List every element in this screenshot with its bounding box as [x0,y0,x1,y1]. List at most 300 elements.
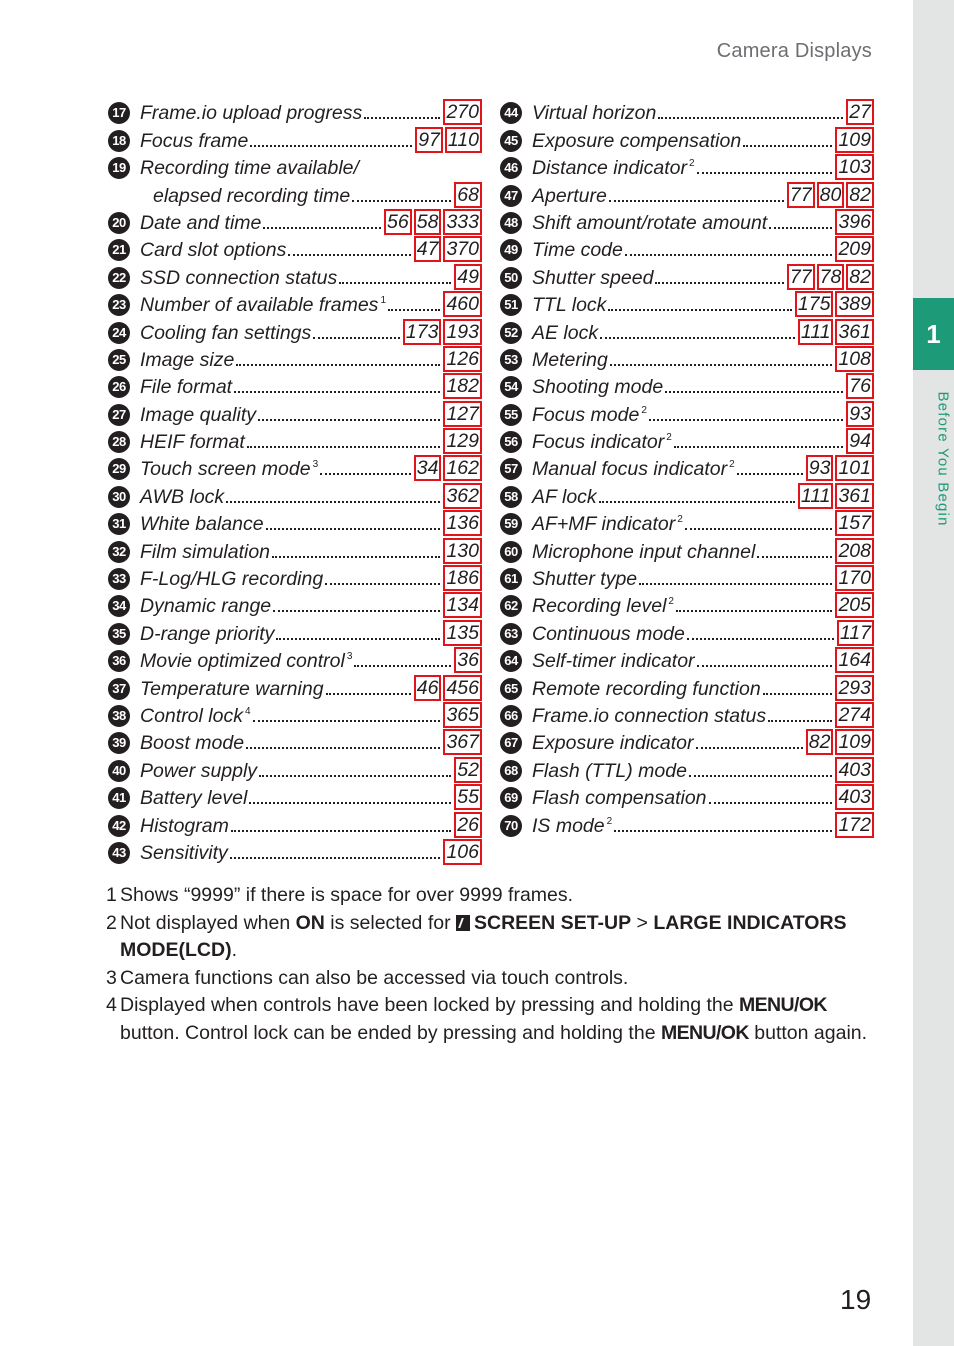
page-link[interactable]: 135 [443,620,482,646]
entry-number: 59 [500,513,522,535]
page-link[interactable]: 80 [817,182,845,208]
page-links [785,264,874,290]
dot-leader [326,693,411,695]
page-link[interactable]: 111 [798,483,834,509]
page-links [835,620,874,646]
dot-leader [259,775,451,777]
entry-number: 39 [108,732,130,754]
circled-number-icon [498,266,524,290]
entry-label-text: Shift amount/rotate amount [532,211,768,234]
index-entry [498,290,874,317]
page-links [412,675,482,701]
page-link[interactable]: 101 [835,455,874,481]
page-link[interactable]: 93 [806,455,834,481]
page-link[interactable]: 27 [846,99,874,125]
page-links [412,455,482,481]
index-entry [106,345,482,372]
entry-label [140,129,248,153]
entry-number: 38 [108,705,130,727]
entry-label-text: Focus frame [140,129,249,152]
page-link[interactable]: 460 [443,291,482,317]
dot-leader [246,747,440,749]
page-links [441,729,482,755]
page-link[interactable]: 56 [384,209,412,235]
entry-label-text: AWB lock [140,485,225,508]
circled-number-icon [106,567,132,591]
entry-number: 36 [108,650,130,672]
index-entry [106,509,482,536]
entry-label [140,321,311,345]
page-link[interactable]: 164 [835,647,874,673]
entry-label-text: AF+MF indicator [532,513,676,536]
entry-label [140,512,264,536]
entry-number: 29 [108,458,130,480]
entry-label-text: Shutter type [532,568,638,591]
index-entry [106,454,482,481]
entry-label [140,540,270,564]
page-link[interactable]: 49 [454,264,482,290]
entry-label [140,567,323,591]
entry-label [140,485,224,509]
dot-leader [655,282,783,284]
entry-number: 65 [500,678,522,700]
page-link[interactable]: 117 [837,620,874,646]
entry-label-text: Metering [532,348,608,371]
dot-leader [769,227,832,229]
entry-label-text: Continuous mode [532,622,685,645]
index-entry [106,838,482,865]
page-links [844,428,874,454]
page-link[interactable]: 274 [835,702,874,728]
page-link[interactable]: 127 [443,401,482,427]
page-link[interactable]: 193 [443,319,482,345]
page-links [412,236,482,262]
circled-number-icon [498,512,524,536]
page-link[interactable]: 103 [835,154,874,180]
index-entry [498,564,874,591]
entry-number: 23 [108,294,130,316]
page-link[interactable]: 389 [835,291,874,317]
index-entry [106,235,482,262]
chapter-number-tab[interactable]: 1 [913,298,954,370]
entry-number: 49 [500,239,522,261]
dot-leader [325,583,440,585]
page-link[interactable]: 367 [443,729,482,755]
entry-label [532,152,695,180]
index-entry [498,180,874,207]
page-links [796,483,874,509]
entry-label-text: Dynamic range [140,595,272,618]
entry-number: 47 [500,185,522,207]
entry-number: 42 [108,815,130,837]
page-link[interactable]: 361 [835,319,874,345]
page-link[interactable]: 129 [443,428,482,454]
page-link[interactable]: 361 [835,483,874,509]
page-link[interactable]: 270 [443,99,482,125]
dot-leader [768,720,832,722]
entry-number: 67 [500,732,522,754]
index-entry [106,728,482,755]
circled-number-icon [106,101,132,125]
dot-leader [599,501,795,503]
entry-label [140,786,247,810]
dot-leader [676,610,832,612]
entry-label-text: Cooling fan settings [140,321,312,344]
entry-number: 30 [108,486,130,508]
dot-leader [249,802,451,804]
entry-number: 43 [108,842,130,864]
index-entry [106,810,482,837]
footnote-text [120,910,886,965]
page-links [793,291,874,317]
entry-number: 37 [108,678,130,700]
page-links [441,592,482,618]
page-link[interactable]: 109 [835,729,874,755]
circled-number-icon [498,786,524,810]
entry-number: 35 [108,623,130,645]
footnote-ref: 2 [666,432,672,444]
footnote-1 [106,882,886,910]
index-entry [498,262,874,289]
entry-number: 45 [500,130,522,152]
page-link[interactable]: 333 [443,209,482,235]
page-link[interactable]: 78 [817,264,845,290]
entry-label-text: D-range priority [140,622,275,645]
page-number: 19 [840,1284,872,1315]
page-links [441,565,482,591]
index-entry [498,618,874,645]
index-entry [498,399,874,426]
entry-label [532,508,683,536]
dot-leader [685,528,833,530]
circled-number-icon [498,540,524,564]
entry-number: 64 [500,650,522,672]
index-entry [498,755,874,782]
page-link[interactable]: 186 [443,565,482,591]
page-link[interactable]: 403 [835,757,874,783]
page-links [844,401,874,427]
entry-number: 28 [108,431,130,453]
entry-label-text: White balance [140,513,264,536]
chapter-title: Before You Begin [934,391,952,527]
page-link[interactable]: 36 [454,647,482,673]
page-link[interactable]: 82 [846,264,874,290]
dot-leader [600,337,795,339]
entry-label [140,101,362,125]
entry-number: 19 [108,157,130,179]
page-link[interactable]: 106 [443,839,482,865]
circled-number-icon [106,731,132,755]
page-links [833,209,874,235]
footnote-ref: 4 [244,706,251,717]
entry-number: 44 [500,102,522,124]
page-links [833,647,874,673]
entry-label [140,375,232,399]
index-entry [106,125,482,152]
page-links [833,675,874,701]
note-text-part: > [631,911,654,934]
entry-label [532,453,735,481]
footnote-number: 3 [106,966,117,989]
entry-label [153,184,350,208]
entry-label [140,403,256,427]
index-entry [498,481,874,508]
circled-number-icon [106,321,132,345]
dot-leader [696,747,803,749]
circled-number-icon [106,841,132,865]
index-entry [498,208,874,235]
page-link[interactable]: 108 [835,346,874,372]
page-links [441,346,482,372]
page-link[interactable]: 55 [454,784,482,810]
index-entry [498,125,874,152]
page-links [441,839,482,865]
circled-number-icon [106,814,132,838]
entry-label [140,594,271,618]
index-entry [106,153,482,208]
entry-label [140,814,229,838]
circled-number-icon [498,731,524,755]
entry-label-text: Number of available frames [140,294,379,317]
circled-number-icon [106,129,132,153]
dot-leader [273,610,440,612]
entry-label [140,238,286,262]
index-entry [106,701,482,728]
page-link[interactable]: 403 [835,784,874,810]
index-entry [498,509,874,536]
circled-number-icon [106,238,132,262]
page-link[interactable]: 208 [835,538,874,564]
entry-label [140,266,337,290]
entry-label-text: Control lock [140,705,243,727]
dot-leader [625,254,833,256]
entry-number: 61 [500,568,522,590]
footnote-number: 2 [106,911,117,934]
entry-number: 21 [108,239,130,261]
entry-number: 62 [500,595,522,617]
page-link[interactable]: 26 [454,812,482,838]
circled-number-icon [498,238,524,262]
page-links [833,592,874,618]
page-link[interactable]: 175 [795,291,834,317]
dot-leader [250,145,412,147]
entry-number: 27 [108,404,130,426]
page-link[interactable]: 58 [414,209,442,235]
menu-ok-button-label: MENU/OK [660,1021,749,1044]
circled-number-icon [106,211,132,235]
index-entry [106,755,482,782]
entry-label [532,211,767,235]
entry-label-text: TTL lock [532,294,607,317]
screen-setup-icon [456,915,470,931]
index-entry [498,372,874,399]
dot-leader [234,391,440,393]
page-link[interactable]: 293 [835,675,874,701]
page-link[interactable]: 182 [443,373,482,399]
entry-label-text: Exposure compensation [532,129,742,152]
page-link[interactable]: 173 [403,319,442,345]
dot-leader [610,364,833,366]
page-link[interactable]: 365 [443,702,482,728]
index-entry [498,810,874,837]
entry-label [532,590,674,618]
circled-number-icon [498,485,524,509]
circled-number-icon [498,211,524,235]
circled-number-icon [498,375,524,399]
page-link[interactable]: 162 [443,455,482,481]
footnote-ref: 2 [677,514,683,526]
page-link[interactable]: 76 [846,373,874,399]
circled-number-icon [106,293,132,317]
page-link[interactable]: 126 [443,346,482,372]
circled-number-icon [498,567,524,591]
entry-label-text: SSD connection status [140,266,338,289]
entry-label [532,759,687,783]
page-link[interactable]: 362 [443,483,482,509]
entry-label-text: Focus mode [532,403,640,426]
entry-number: 18 [108,130,130,152]
entry-label [140,841,228,865]
page-links [413,127,482,153]
page-link[interactable]: 170 [835,565,874,591]
dot-leader [339,282,451,284]
page-link[interactable]: 47 [414,236,442,262]
entry-label [140,453,318,481]
page-link[interactable]: 209 [835,236,874,262]
note-text-part: Not displayed when [120,911,296,934]
entry-label [532,238,623,262]
dot-leader [247,446,441,448]
circled-number-icon [106,759,132,783]
entry-label-text: Shooting mode [532,376,664,399]
dot-leader [757,556,832,558]
index-entry [498,235,874,262]
page-link[interactable]: 82 [846,182,874,208]
entry-number: 51 [500,294,522,316]
index-entry [106,290,482,317]
entry-label-text: Battery level [140,787,248,810]
entry-number: 48 [500,212,522,234]
footnote-ref: 1 [380,295,386,307]
circled-number-icon [498,759,524,783]
page-links [441,373,482,399]
page-links [833,757,874,783]
circled-number-icon [106,485,132,509]
page-link[interactable]: 205 [835,592,874,618]
page-link[interactable]: 93 [846,401,874,427]
entry-label-text: Card slot options [140,239,287,262]
page-link[interactable]: 34 [414,455,442,481]
entry-label-text: Frame.io connection status [532,704,767,727]
entry-number: 46 [500,157,522,179]
entry-label-text: Time code [532,239,623,262]
page-link[interactable]: 68 [454,182,482,208]
menu-item-large-indicators: LARGE INDICATORS MODE(LCD) [120,911,847,961]
entry-number: 60 [500,541,522,563]
entry-number: 41 [108,787,130,809]
entry-label-text: Recording level [532,595,667,618]
entry-number: 57 [500,458,522,480]
footnote-ref: 2 [668,596,674,608]
dot-leader [230,857,441,859]
page-link[interactable]: 136 [443,510,482,536]
circled-number-icon [498,677,524,701]
page-link[interactable]: 52 [454,757,482,783]
page-link[interactable]: 94 [846,428,874,454]
entry-label [140,348,234,372]
page-links [833,565,874,591]
dot-leader [364,117,440,119]
entry-label-text: Self-timer indicator [532,650,695,673]
menu-item-screen-setup: SCREEN SET-UP [474,911,632,934]
entry-number: 70 [500,815,522,837]
entry-label [532,622,685,646]
page-link[interactable]: 130 [443,538,482,564]
page-link[interactable]: 82 [806,729,834,755]
entry-number: 40 [108,760,130,782]
page-link[interactable]: 77 [787,182,815,208]
entry-label-text: Exposure indicator [532,732,694,755]
circled-number-icon [106,430,132,454]
entry-number: 25 [108,349,130,371]
dot-leader [743,145,832,147]
page-link[interactable]: 172 [835,812,874,838]
circled-number-icon [498,814,524,838]
page-link[interactable]: 396 [835,209,874,235]
entry-number: 53 [500,349,522,371]
dot-leader [614,830,832,832]
page-link[interactable]: 77 [787,264,815,290]
entry-number: 68 [500,760,522,782]
entry-label [532,184,607,208]
entry-label [532,731,694,755]
page-link[interactable]: 134 [443,592,482,618]
circled-number-icon [498,594,524,618]
page-link[interactable]: 97 [415,127,443,153]
entry-label-text: elapsed recording time [153,184,351,207]
index-entry [498,783,874,810]
entry-label-text: Power supply [140,759,258,782]
page-links [804,455,874,481]
page-link[interactable]: 46 [414,675,442,701]
page-link[interactable]: 111 [798,319,834,345]
note-text-part: Displayed when controls have been locked by pressing and holding the [120,994,739,1016]
page-links [382,209,482,235]
entry-label-text: AE lock [532,321,599,344]
circled-number-icon [106,403,132,427]
side-tab [913,0,954,1346]
page-links [452,182,482,208]
page-link[interactable]: 370 [443,236,482,262]
circled-number-icon [106,786,132,810]
dot-leader [609,200,784,202]
page-link[interactable]: 456 [443,675,482,701]
circled-number-icon [498,348,524,372]
circled-number-icon [498,293,524,317]
page-link[interactable]: 110 [445,127,482,153]
footnote-text: Shows “9999” if there is space for over 9999 frames. [120,884,574,906]
page-links [804,729,874,755]
page-link[interactable]: 157 [835,510,874,536]
entry-number: 63 [500,623,522,645]
circled-number-icon [498,101,524,125]
page-link[interactable]: 109 [835,127,874,153]
dot-leader [320,473,411,475]
entry-label [140,700,251,728]
page-links [833,510,874,536]
dot-leader [689,775,833,777]
index-entry [498,454,874,481]
